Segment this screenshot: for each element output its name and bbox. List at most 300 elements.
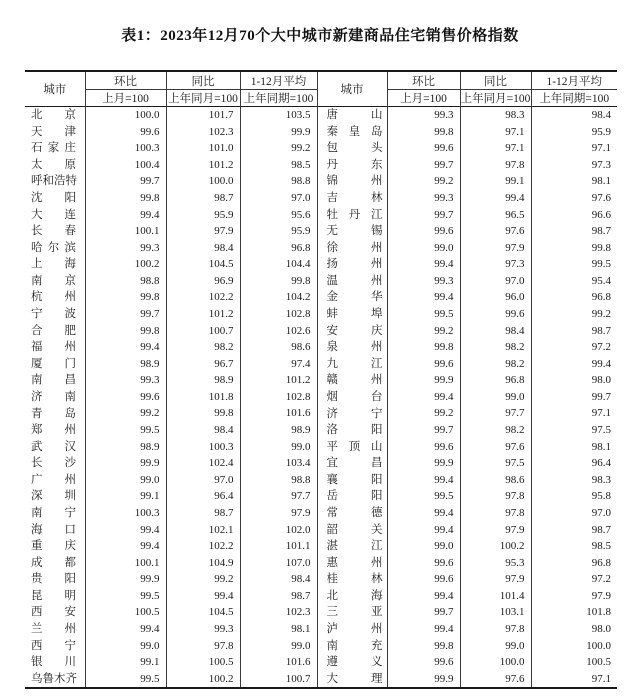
value-cell: 102.0 xyxy=(240,521,317,538)
value-cell: 99.4 xyxy=(387,256,460,273)
value-cell: 99.5 xyxy=(85,671,166,689)
value-cell: 99.8 xyxy=(85,190,166,207)
value-cell: 97.0 xyxy=(240,190,317,207)
value-cell: 97.1 xyxy=(460,140,531,157)
city-name: 郑 州 xyxy=(31,424,76,437)
city-cell xyxy=(25,124,85,141)
value-cell: 102.2 xyxy=(166,538,240,555)
value-cell: 98.7 xyxy=(591,324,611,337)
value-cell: 100.3 xyxy=(166,439,240,456)
value-cell: 97.0 xyxy=(166,472,240,489)
value-cell: 98.4 xyxy=(240,571,317,588)
value-cell: 98.5 xyxy=(240,157,317,174)
city-cell xyxy=(25,356,85,373)
value-cell: 99.2 xyxy=(591,308,611,320)
city-cell xyxy=(25,654,85,671)
value-cell: 99.2 xyxy=(387,173,460,190)
header-mom-base-left: 上月=100 xyxy=(85,90,166,107)
table-row xyxy=(25,173,617,190)
value-cell: 99.0 xyxy=(460,638,531,655)
value-cell: 98.6 xyxy=(240,339,317,356)
city-cell xyxy=(317,439,387,456)
city-name: 银 川 xyxy=(31,656,76,669)
value-cell: 100.4 xyxy=(85,157,166,174)
value-cell: 99.0 xyxy=(387,538,460,555)
value-cell: 95.9 xyxy=(240,223,317,240)
city-cell xyxy=(317,173,387,190)
value-cell: 99.7 xyxy=(387,604,460,621)
city-cell xyxy=(25,422,85,439)
value-cell: 99.6 xyxy=(387,140,460,157)
value-cell: 96.0 xyxy=(460,289,531,306)
city-name: 贵 阳 xyxy=(31,573,76,586)
value-cell: 97.4 xyxy=(240,356,317,373)
value-cell: 98.3 xyxy=(460,107,531,124)
table-row xyxy=(25,339,617,356)
city-cell xyxy=(25,571,85,588)
value-cell: 99.9 xyxy=(387,455,460,472)
value-cell: 97.1 xyxy=(591,142,611,155)
value-cell: 99.2 xyxy=(240,140,317,157)
table-row xyxy=(25,223,617,240)
table-row xyxy=(25,273,617,290)
city-name: 徐 州 xyxy=(326,241,383,254)
city-cell xyxy=(25,240,85,257)
city-cell xyxy=(317,555,387,572)
city-cell xyxy=(25,538,85,555)
city-name: 三 亚 xyxy=(326,606,383,619)
city-cell xyxy=(25,604,85,621)
value-cell: 102.6 xyxy=(240,323,317,340)
value-cell: 100.5 xyxy=(166,654,240,671)
value-cell: 99.0 xyxy=(387,240,460,257)
value-cell: 97.8 xyxy=(166,638,240,655)
city-name: 韶 关 xyxy=(326,523,383,536)
city-name: 宁 波 xyxy=(31,308,76,321)
table-row xyxy=(25,323,617,340)
city-name: 惠 州 xyxy=(326,556,383,569)
value-cell: 99.8 xyxy=(387,124,460,141)
value-cell: 98.7 xyxy=(591,523,611,536)
value-cell: 97.3 xyxy=(591,158,611,171)
value-cell: 97.5 xyxy=(591,424,611,437)
value-cell: 100.5 xyxy=(586,656,611,669)
city-cell xyxy=(317,389,387,406)
value-cell: 99.5 xyxy=(387,488,460,505)
value-cell: 104.9 xyxy=(166,555,240,572)
value-cell: 102.3 xyxy=(166,124,240,141)
city-name: 无 锡 xyxy=(326,225,383,238)
header-avg-base-left: 上年同期=100 xyxy=(240,90,317,107)
value-cell: 97.6 xyxy=(460,671,531,689)
table-row xyxy=(25,488,617,505)
city-name: 洛 阳 xyxy=(326,424,383,437)
city-cell xyxy=(317,505,387,522)
value-cell: 100.5 xyxy=(85,604,166,621)
value-cell: 98.4 xyxy=(166,240,240,257)
value-cell: 99.4 xyxy=(85,339,166,356)
value-cell: 98.9 xyxy=(240,422,317,439)
value-cell: 99.5 xyxy=(387,306,460,323)
value-cell: 97.5 xyxy=(460,455,531,472)
value-cell: 99.6 xyxy=(387,571,460,588)
value-cell: 98.9 xyxy=(85,356,166,373)
table-row xyxy=(25,505,617,522)
value-cell: 99.6 xyxy=(387,555,460,572)
value-cell: 97.2 xyxy=(591,573,611,586)
table-row xyxy=(25,638,617,655)
value-cell: 104.2 xyxy=(240,289,317,306)
header-city-left: 城市 xyxy=(25,71,85,107)
value-cell: 99.0 xyxy=(85,472,166,489)
value-cell: 99.7 xyxy=(85,173,166,190)
table-row xyxy=(25,190,617,207)
value-cell: 95.9 xyxy=(591,125,611,138)
value-cell: 96.4 xyxy=(166,488,240,505)
value-cell: 96.8 xyxy=(240,240,317,257)
city-cell xyxy=(25,273,85,290)
city-name: 沈 阳 xyxy=(31,192,76,205)
value-cell: 99.6 xyxy=(85,124,166,141)
value-cell: 99.2 xyxy=(166,571,240,588)
city-name: 福 州 xyxy=(31,341,76,354)
value-cell: 100.7 xyxy=(166,323,240,340)
value-cell: 98.4 xyxy=(531,107,617,124)
value-cell: 99.7 xyxy=(387,157,460,174)
value-cell: 97.9 xyxy=(240,505,317,522)
city-cell xyxy=(25,173,85,190)
value-cell: 99.4 xyxy=(387,505,460,522)
city-name: 金 华 xyxy=(326,291,383,304)
city-name: 厦 门 xyxy=(31,357,76,370)
city-name: 秦 皇 岛 xyxy=(326,125,383,138)
table-row xyxy=(25,240,617,257)
value-cell: 98.4 xyxy=(166,422,240,439)
city-cell xyxy=(25,555,85,572)
city-name: 岳 阳 xyxy=(326,490,383,503)
value-cell: 97.1 xyxy=(591,672,611,685)
value-cell: 101.6 xyxy=(240,405,317,422)
value-cell: 98.0 xyxy=(591,622,611,635)
city-name: 成 都 xyxy=(31,556,76,569)
value-cell: 97.9 xyxy=(591,589,611,602)
value-cell: 99.7 xyxy=(387,206,460,223)
city-name: 广 州 xyxy=(31,473,76,486)
city-cell xyxy=(317,223,387,240)
value-cell: 96.9 xyxy=(166,273,240,290)
city-name: 丹 东 xyxy=(326,158,383,171)
value-cell: 103.5 xyxy=(240,107,317,124)
value-cell: 103.4 xyxy=(240,455,317,472)
value-cell: 99.4 xyxy=(166,588,240,605)
city-name: 兰 州 xyxy=(31,623,76,636)
value-cell: 96.4 xyxy=(591,457,611,470)
city-name: 昆 明 xyxy=(31,589,76,602)
city-cell xyxy=(317,323,387,340)
value-cell: 101.6 xyxy=(240,654,317,671)
value-cell: 99.2 xyxy=(387,323,460,340)
value-cell: 97.2 xyxy=(591,341,611,354)
table-row xyxy=(25,555,617,572)
city-name: 桂 林 xyxy=(326,573,383,586)
value-cell: 100.2 xyxy=(85,256,166,273)
value-cell: 99.3 xyxy=(387,190,460,207)
value-cell: 104.5 xyxy=(166,256,240,273)
value-cell: 95.3 xyxy=(460,555,531,572)
city-name: 泸 州 xyxy=(326,623,383,636)
city-cell xyxy=(25,306,85,323)
value-cell: 98.7 xyxy=(166,505,240,522)
header-yoy-left: 同比 xyxy=(166,71,240,90)
table-row xyxy=(25,604,617,621)
value-cell: 98.2 xyxy=(460,422,531,439)
value-cell: 99.4 xyxy=(387,621,460,638)
city-cell xyxy=(25,439,85,456)
city-name: 北 京 xyxy=(31,109,76,122)
value-cell: 99.4 xyxy=(387,389,460,406)
header-mom-left: 环比 xyxy=(85,71,166,90)
value-cell: 100.3 xyxy=(85,140,166,157)
city-name: 西 安 xyxy=(31,606,76,619)
value-cell: 100.3 xyxy=(85,505,166,522)
table-row xyxy=(25,654,617,671)
value-cell: 98.2 xyxy=(166,339,240,356)
city-cell xyxy=(317,273,387,290)
city-cell xyxy=(317,240,387,257)
city-name: 长 沙 xyxy=(31,457,76,470)
value-cell: 97.1 xyxy=(460,124,531,141)
city-name: 温 州 xyxy=(326,274,383,287)
city-name: 哈 尔 滨 xyxy=(31,241,76,254)
value-cell: 99.4 xyxy=(85,206,166,223)
value-cell: 98.1 xyxy=(591,440,611,453)
city-name: 杭 州 xyxy=(31,291,76,304)
value-cell: 97.9 xyxy=(460,521,531,538)
value-cell: 99.4 xyxy=(85,521,166,538)
city-cell xyxy=(25,488,85,505)
city-cell xyxy=(25,256,85,273)
table-row xyxy=(25,588,617,605)
city-name: 西 宁 xyxy=(31,639,76,652)
city-cell xyxy=(317,671,387,689)
value-cell: 98.8 xyxy=(85,273,166,290)
table-row xyxy=(25,472,617,489)
city-cell xyxy=(25,339,85,356)
value-cell: 102.8 xyxy=(240,306,317,323)
city-cell xyxy=(25,505,85,522)
value-cell: 99.4 xyxy=(85,538,166,555)
header-avg-right: 1-12月平均 xyxy=(546,75,603,88)
city-cell xyxy=(317,654,387,671)
table-row xyxy=(25,405,617,422)
city-cell xyxy=(25,140,85,157)
city-cell xyxy=(25,389,85,406)
city-name: 赣 州 xyxy=(326,374,383,387)
table-row xyxy=(25,521,617,538)
header-yoy-base-right: 上年同月=100 xyxy=(460,90,531,107)
value-cell: 99.1 xyxy=(460,173,531,190)
value-cell: 95.8 xyxy=(591,490,611,503)
value-cell: 99.0 xyxy=(460,389,531,406)
city-name: 重 庆 xyxy=(31,540,76,553)
value-cell: 99.9 xyxy=(85,455,166,472)
city-cell xyxy=(317,538,387,555)
value-cell: 99.3 xyxy=(387,107,460,124)
city-name: 大 理 xyxy=(326,672,383,685)
value-cell: 97.8 xyxy=(460,157,531,174)
value-cell: 99.9 xyxy=(85,571,166,588)
header-yoy-right: 同比 xyxy=(460,71,531,90)
header-city-right: 城市 xyxy=(317,71,387,107)
value-cell: 99.8 xyxy=(85,289,166,306)
city-name: 石 家 庄 xyxy=(31,142,76,155)
value-cell: 98.1 xyxy=(591,175,611,188)
value-cell: 97.8 xyxy=(460,505,531,522)
value-cell: 97.8 xyxy=(460,621,531,638)
city-cell xyxy=(25,157,85,174)
value-cell: 99.7 xyxy=(591,390,611,403)
city-name: 宜 昌 xyxy=(326,457,383,470)
value-cell: 99.5 xyxy=(85,588,166,605)
city-name: 武 汉 xyxy=(31,440,76,453)
value-cell: 99.3 xyxy=(85,240,166,257)
city-cell xyxy=(25,588,85,605)
value-cell: 102.4 xyxy=(166,455,240,472)
city-cell xyxy=(317,521,387,538)
value-cell: 99.6 xyxy=(85,389,166,406)
value-cell: 96.8 xyxy=(591,291,611,304)
city-name: 蚌 埠 xyxy=(326,308,383,321)
value-cell: 97.8 xyxy=(460,488,531,505)
city-name: 北 海 xyxy=(326,589,383,602)
city-cell xyxy=(25,223,85,240)
city-cell xyxy=(25,455,85,472)
city-cell xyxy=(317,107,387,124)
value-cell: 95.6 xyxy=(240,206,317,223)
value-cell: 95.4 xyxy=(591,274,611,287)
table-row xyxy=(25,356,617,373)
city-cell xyxy=(317,422,387,439)
table-row xyxy=(25,621,617,638)
value-cell: 98.4 xyxy=(460,323,531,340)
value-cell: 101.7 xyxy=(166,107,240,124)
city-cell xyxy=(317,306,387,323)
table-row xyxy=(25,157,617,174)
city-name: 九 江 xyxy=(326,357,383,370)
value-cell: 98.8 xyxy=(240,472,317,489)
city-cell xyxy=(25,671,85,689)
value-cell: 99.8 xyxy=(591,241,611,254)
city-cell xyxy=(317,124,387,141)
table-row xyxy=(25,107,617,124)
table-row xyxy=(25,140,617,157)
value-cell: 99.8 xyxy=(85,323,166,340)
table-row xyxy=(25,306,617,323)
city-name: 烟 台 xyxy=(326,390,383,403)
city-cell xyxy=(317,405,387,422)
city-name: 泉 州 xyxy=(326,341,383,354)
value-cell: 101.2 xyxy=(166,157,240,174)
value-cell: 97.6 xyxy=(460,223,531,240)
value-cell: 99.8 xyxy=(387,638,460,655)
city-cell xyxy=(317,140,387,157)
header-yoy-base-left: 上年同月=100 xyxy=(166,90,240,107)
city-cell xyxy=(25,638,85,655)
city-name: 南 宁 xyxy=(31,507,76,519)
value-cell: 99.5 xyxy=(591,258,611,271)
value-cell: 100.2 xyxy=(166,671,240,689)
value-cell: 98.7 xyxy=(240,588,317,605)
city-name: 深 圳 xyxy=(31,490,76,503)
city-name: 济 南 xyxy=(31,390,76,403)
city-cell xyxy=(25,190,85,207)
city-name: 南 充 xyxy=(326,639,383,652)
table-row xyxy=(25,389,617,406)
value-cell: 98.6 xyxy=(460,472,531,489)
city-cell xyxy=(317,356,387,373)
city-name: 海 口 xyxy=(31,523,76,536)
value-cell: 103.1 xyxy=(460,604,531,621)
table-row xyxy=(25,256,617,273)
city-cell xyxy=(25,323,85,340)
table-row xyxy=(25,422,617,439)
value-cell: 99.1 xyxy=(85,654,166,671)
value-cell: 104.4 xyxy=(240,256,317,273)
value-cell: 101.0 xyxy=(166,140,240,157)
city-cell xyxy=(25,206,85,223)
city-cell xyxy=(317,455,387,472)
price-index-table xyxy=(25,70,617,689)
value-cell: 102.1 xyxy=(166,521,240,538)
value-cell: 104.5 xyxy=(166,604,240,621)
value-cell: 96.6 xyxy=(591,208,611,221)
value-cell: 97.6 xyxy=(460,439,531,456)
value-cell: 97.0 xyxy=(591,506,611,519)
header-row-top xyxy=(25,71,617,90)
value-cell: 99.6 xyxy=(460,306,531,323)
city-name: 吉 林 xyxy=(326,192,383,205)
value-cell: 97.9 xyxy=(166,223,240,240)
city-cell xyxy=(317,157,387,174)
value-cell: 99.4 xyxy=(387,289,460,306)
value-cell: 98.3 xyxy=(591,473,611,486)
city-name: 湛 江 xyxy=(326,540,383,553)
value-cell: 97.7 xyxy=(460,405,531,422)
table-row xyxy=(25,439,617,456)
table-row xyxy=(25,571,617,588)
city-cell xyxy=(317,289,387,306)
value-cell: 102.2 xyxy=(166,289,240,306)
value-cell: 98.2 xyxy=(460,339,531,356)
table-row xyxy=(25,372,617,389)
city-name: 牡 丹 江 xyxy=(326,208,383,221)
value-cell: 99.7 xyxy=(85,306,166,323)
value-cell: 99.9 xyxy=(387,671,460,689)
value-cell: 101.2 xyxy=(240,372,317,389)
value-cell: 98.0 xyxy=(591,374,611,387)
value-cell: 98.2 xyxy=(460,356,531,373)
value-cell: 96.8 xyxy=(460,372,531,389)
city-cell xyxy=(317,206,387,223)
city-name: 天 津 xyxy=(31,125,76,138)
table-row xyxy=(25,289,617,306)
city-cell xyxy=(317,621,387,638)
value-cell: 99.3 xyxy=(85,372,166,389)
value-cell: 98.9 xyxy=(85,439,166,456)
value-cell: 99.1 xyxy=(85,488,166,505)
value-cell: 99.5 xyxy=(85,422,166,439)
city-name: 长 春 xyxy=(31,225,76,238)
